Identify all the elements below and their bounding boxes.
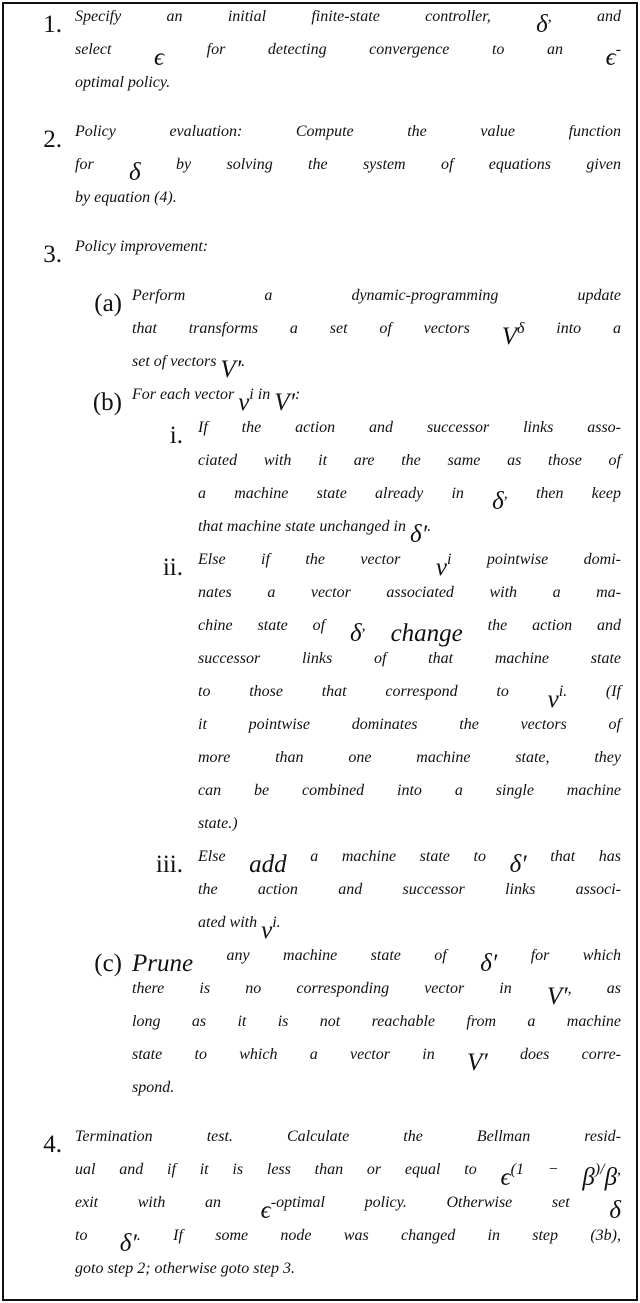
text-line <box>198 617 621 650</box>
text-segment: Else <box>198 847 250 865</box>
text-segment: , then keep <box>503 484 621 502</box>
italic-segment: V′ <box>546 983 568 1010</box>
italic-segment: add <box>249 851 287 878</box>
text-segment: that transforms a set of vectors <box>132 319 502 337</box>
text-segment: for which <box>497 946 622 964</box>
text-segment: nates a vector associated with a ma- <box>198 583 621 601</box>
text-segment: If the action and successor links asso- <box>198 418 621 436</box>
text-segment: )/ <box>594 1160 605 1178</box>
italic-segment: change <box>390 620 463 647</box>
text-segment: a machine state already in <box>198 484 493 502</box>
text-segment: For each vector <box>132 385 239 403</box>
text-line <box>75 74 621 107</box>
step-label: 2. <box>43 126 62 153</box>
text-line <box>198 749 621 782</box>
text-segment: Perform a dynamic-programming update <box>132 286 621 304</box>
text-segment: more than one machine state, they <box>198 748 621 766</box>
text-line <box>75 8 621 41</box>
text-line <box>132 386 621 419</box>
text-segment: Policy evaluation: Compute the value function <box>75 122 621 140</box>
text-line <box>132 980 621 1013</box>
italic-segment: δ <box>492 488 504 515</box>
text-line <box>132 1046 621 1079</box>
text-segment: there is no corresponding vector in <box>132 979 547 997</box>
text-line <box>198 485 621 518</box>
step-label: iii. <box>155 851 183 878</box>
italic-segment: δ′ <box>509 851 527 878</box>
italic-segment: δ <box>350 620 362 647</box>
text-line <box>132 947 621 980</box>
text-segment: ated with <box>198 913 262 931</box>
step-label: i. <box>169 422 183 449</box>
text-segment: into a <box>524 319 621 337</box>
text-line <box>198 815 621 848</box>
text-segment: successor links of that machine state <box>198 649 621 667</box>
text-segment: to those that correspond to <box>198 682 548 700</box>
superscript: δ <box>516 319 525 337</box>
text-segment: , as <box>567 979 621 997</box>
italic-segment: V′ <box>274 389 295 416</box>
italic-segment: δ <box>609 1197 621 1224</box>
step-label: 4. <box>43 1131 62 1158</box>
text-line <box>198 419 621 452</box>
italic-segment: δ′ <box>480 950 498 977</box>
algorithm-box <box>2 2 638 1301</box>
italic-segment: δ′ <box>409 521 428 548</box>
italic-segment: V′ <box>220 356 242 383</box>
text-segment: exit with an <box>75 1193 261 1211</box>
text-segment: for <box>75 155 130 173</box>
text-segment: . (If <box>563 682 622 700</box>
text-line <box>198 452 621 485</box>
text-line <box>198 584 621 617</box>
text-segment: . <box>241 352 246 370</box>
text-line <box>75 156 621 189</box>
italic-segment: V <box>501 323 517 350</box>
text-segment: spond. <box>132 1078 175 1096</box>
text-segment: state.) <box>198 814 238 832</box>
italic-segment: ϵ <box>260 1197 271 1224</box>
text-segment: . If some node was changed in step (3b), <box>136 1226 621 1244</box>
text-line <box>75 189 621 222</box>
text-line <box>198 650 621 683</box>
italic-segment: ϵ <box>605 44 616 71</box>
text-line <box>75 123 621 156</box>
italic-segment: δ′ <box>119 1230 137 1257</box>
text-line <box>198 683 621 716</box>
text-segment: long as it is not reachable from a machine <box>132 1012 621 1030</box>
italic-segment: v <box>435 554 447 581</box>
text-line <box>75 1128 621 1161</box>
text-segment: state to which a vector in <box>132 1045 467 1063</box>
text-segment: . <box>276 913 281 931</box>
text-line <box>198 716 621 749</box>
step-label: 1. <box>43 11 62 38</box>
italic-segment: v <box>261 917 273 944</box>
text-line <box>132 1079 621 1112</box>
italic-segment: δ <box>536 11 548 38</box>
text-segment: select <box>75 40 155 58</box>
text-line <box>75 1161 621 1194</box>
step-label: ii. <box>162 554 183 581</box>
text-segment: by equation (4). <box>75 188 177 206</box>
italic-segment: v <box>547 686 559 713</box>
text-segment: Policy improvement: <box>75 237 209 255</box>
text-line <box>132 1013 621 1046</box>
text-line <box>198 518 621 551</box>
text-segment: in <box>253 385 275 403</box>
step-label: 3. <box>43 241 62 268</box>
text-segment: - <box>615 40 622 58</box>
text-segment: ciated with it are the same as those of <box>198 451 621 469</box>
text-segment: the action and successor links associ- <box>198 880 621 898</box>
text-line <box>75 1194 621 1227</box>
text-segment: set of vectors <box>132 352 221 370</box>
text-line <box>75 238 621 271</box>
text-segment: a machine state to <box>286 847 510 865</box>
text-segment: to <box>75 1226 120 1244</box>
italic-segment: V′ <box>466 1049 488 1076</box>
text-line <box>198 551 621 584</box>
superscript: i <box>446 550 452 568</box>
text-segment: it pointwise dominates the vectors of <box>198 715 621 733</box>
text-line <box>198 782 621 815</box>
text-segment: (1 − <box>510 1160 583 1178</box>
text-segment: , <box>617 1160 622 1178</box>
text-line <box>198 848 621 881</box>
text-line <box>198 881 621 914</box>
text-line <box>75 1227 621 1260</box>
text-line <box>75 1260 621 1293</box>
text-segment: any machine state of <box>193 946 481 964</box>
text-segment: pointwise domi- <box>451 550 621 568</box>
text-line <box>132 353 621 386</box>
text-segment: : <box>294 385 301 403</box>
text-segment: the action and <box>462 616 622 634</box>
italic-segment: v <box>238 389 250 416</box>
text-segment: , and <box>547 7 622 25</box>
text-segment: ual and if it is less than or equal to <box>75 1160 501 1178</box>
text-segment: by solving the system of equations given <box>140 155 621 173</box>
text-segment: chine state of <box>198 616 351 634</box>
text-segment: optimal policy. <box>75 73 171 91</box>
step-label: (b) <box>92 389 122 416</box>
text-line <box>198 914 621 947</box>
text-segment: Specify an initial finite-state controller, <box>75 7 537 25</box>
text-segment: Else if the vector <box>198 550 436 568</box>
text-segment: that machine state unchanged in <box>198 517 410 535</box>
text-line <box>75 41 621 74</box>
superscript: i <box>249 385 254 403</box>
step-label: (c) <box>94 950 122 977</box>
text-segment: -optimal policy. Otherwise set <box>270 1193 610 1211</box>
text-segment: that has <box>526 847 621 865</box>
italic-segment: β <box>604 1164 618 1191</box>
text-segment: goto step 2; otherwise goto step 3. <box>75 1259 295 1277</box>
italic-segment: ϵ <box>500 1164 511 1191</box>
italic-segment: β <box>582 1164 595 1191</box>
text-line <box>132 320 621 353</box>
italic-segment: Prune <box>132 950 194 977</box>
text-line <box>132 287 621 320</box>
text-segment: for detecting convergence to an <box>164 40 606 58</box>
text-segment: does corre- <box>487 1045 621 1063</box>
superscript: i <box>272 913 277 931</box>
text-segment: . <box>427 517 432 535</box>
italic-segment: δ <box>129 159 141 186</box>
step-label: (a) <box>94 290 122 317</box>
text-segment: can be combined into a single machine <box>198 781 621 799</box>
superscript: i <box>558 682 564 700</box>
text-segment: Termination test. Calculate the Bellman resid- <box>75 1127 621 1145</box>
text-segment: , <box>361 616 391 634</box>
italic-segment: ϵ <box>154 44 165 71</box>
